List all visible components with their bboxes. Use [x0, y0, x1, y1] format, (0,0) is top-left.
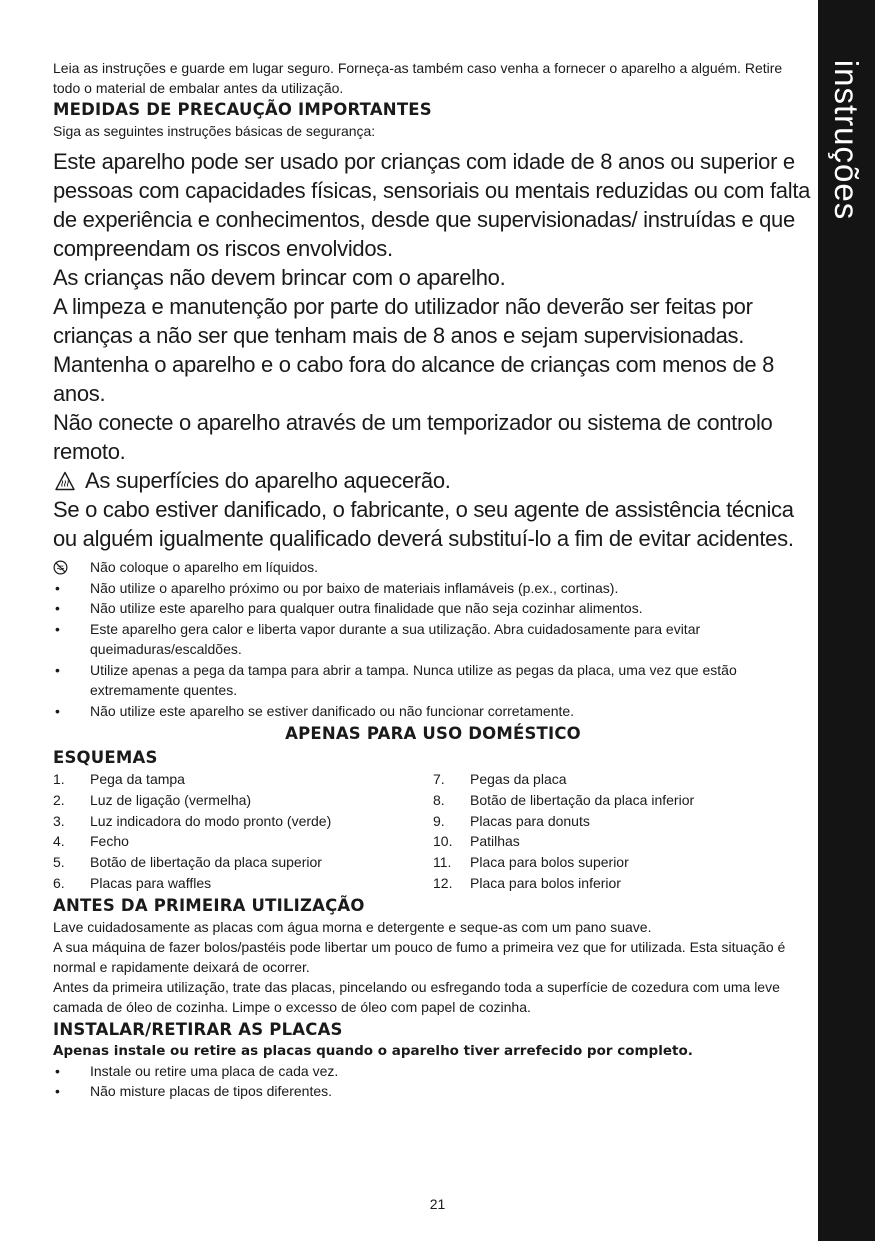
bullet-marker: •	[55, 661, 60, 678]
bullet-marker: •	[55, 620, 60, 637]
list-item	[53, 598, 813, 619]
item-label: Botão de libertação da placa inferior	[470, 791, 695, 808]
bullet-text: Não utilize este aparelho para qualquer outra finalidade que não seja cozinhar alimentos.	[90, 600, 643, 616]
list-item	[53, 1061, 813, 1082]
side-tab-label: instruções	[828, 59, 865, 221]
bullet-marker: •	[55, 579, 60, 596]
intro-paragraph: Leia as instruções e guarde em lugar seguro. Forneça-as também caso venha a fornecer o aparelho a alguém. Retire todo o material de embalar antes da utilização.	[53, 60, 783, 96]
safety-line: Não conecte o aparelho através de um temporizador ou sistema de controlo remoto.	[53, 410, 773, 464]
item-label: Fecho	[90, 833, 129, 850]
first-use-paragraph: Antes da primeira utilização, trate das placas, pincelando ou esfregando toda a superfície de cozedura com uma leve camada de óleo de cozinha. Limpe o excesso de óleo com papel de cozinha.	[53, 978, 780, 1015]
item-label: Pega da tampa	[90, 771, 185, 787]
diagram-legend-right	[433, 769, 813, 894]
list-item	[53, 701, 813, 722]
item-label: Pegas da placa	[470, 771, 567, 787]
safety-subtitle: Siga as seguintes instruções básicas de segurança:	[53, 123, 376, 139]
item-number: 9.	[433, 812, 445, 829]
hot-surface-warning-text: As superfícies do aparelho aquecerão.	[85, 468, 451, 493]
list-item	[433, 811, 813, 832]
plates-note: Apenas instale ou retire as placas quando o aparelho tiver arrefecido por completo.	[53, 1042, 693, 1059]
first-use-heading: ANTES DA PRIMEIRA UTILIZAÇÃO	[53, 895, 365, 915]
item-number: 4.	[53, 833, 65, 850]
list-item	[433, 831, 813, 852]
item-label: Placa para bolos inferior	[470, 874, 621, 891]
list-item	[53, 769, 433, 790]
safety-line: As crianças não devem brincar com o aparelho.	[53, 265, 506, 290]
item-number: 8.	[433, 791, 445, 808]
page-number: 21	[429, 1196, 446, 1212]
item-number: 7.	[433, 771, 445, 787]
page-content	[53, 58, 813, 1102]
item-label: Luz indicadora do modo pronto (verde)	[90, 812, 332, 829]
list-item	[433, 852, 813, 873]
bullet-text: Utilize apenas a pega da tampa para abrir a tampa. Nunca utilize as pegas da placa, uma vez que estão extremamente quentes.	[90, 661, 737, 698]
first-use-paragraph: Lave cuidadosamente as placas com água morna e detergente e seque-as com um pano suave.	[53, 918, 652, 935]
list-item	[433, 873, 813, 894]
list-item	[433, 790, 813, 811]
item-number: 10.	[433, 833, 453, 850]
safety-heading: MEDIDAS DE PRECAUÇÃO IMPORTANTES	[53, 100, 432, 119]
bullet-text: Não utilize o aparelho próximo ou por baixo de materiais inflamáveis (p.ex., cortinas).	[90, 579, 619, 596]
item-label: Botão de libertação da placa superior	[90, 854, 322, 871]
item-label: Patilhas	[470, 833, 520, 850]
bullet-marker: •	[55, 1062, 60, 1079]
list-item	[53, 578, 813, 599]
item-number: 3.	[53, 812, 65, 829]
item-label: Placas para waffles	[90, 874, 212, 891]
plates-bullet-list	[53, 1061, 813, 1102]
cable-warning: Se o cabo estiver danificado, o fabricante, o seu agente de assistência técnica ou alguém igualmente qualificado deverá substituí-lo a fim de evitar acidentes.	[53, 497, 794, 551]
safety-line: A limpeza e manutenção por parte do utilizador não deverão ser feitas por crianças a não ser que tenham mais de 8 anos e sejam supervisionadas.	[53, 294, 753, 348]
first-use-paragraph: A sua máquina de fazer bolos/pastéis pode libertar um pouco de fumo a primeira vez que for utilizada. Esta situação é normal e rapidamente deixará de ocorrer.	[53, 938, 786, 975]
diagram-legend	[53, 769, 813, 894]
list-item	[53, 852, 433, 873]
domestic-only-heading: APENAS PARA USO DOMÉSTICO	[285, 724, 581, 743]
list-item	[53, 660, 813, 701]
bullet-text: Não misture placas de tipos diferentes.	[90, 1083, 333, 1100]
safety-line: Este aparelho pode ser usado por crianças com idade de 8 anos ou superior e pessoas com capacidades físicas, sensoriais ou mentais reduzidas ou com falta de experiência e conhecimentos, desde que supervisionadas/ instruídas e que compreendam os riscos envolvidos.	[53, 149, 811, 261]
item-number: 12.	[433, 874, 453, 891]
safety-line: Mantenha o aparelho e o cabo fora do alcance de crianças com menos de 8 anos.	[53, 352, 775, 406]
list-item	[53, 557, 813, 578]
bullet-marker: •	[55, 702, 60, 719]
item-number: 11.	[433, 854, 452, 871]
item-number: 6.	[53, 874, 65, 891]
item-number: 2.	[53, 791, 65, 808]
item-label: Placa para bolos superior	[470, 854, 629, 871]
no-immersion-icon	[53, 560, 68, 575]
list-item	[433, 769, 813, 790]
bullet-text: Não coloque o aparelho em líquidos.	[90, 559, 319, 575]
hot-surface-warning	[53, 466, 813, 495]
item-label: Luz de ligação (vermelha)	[90, 791, 252, 808]
hot-surface-warning-icon	[55, 471, 75, 491]
bullet-marker: •	[55, 600, 60, 616]
diagrams-heading: ESQUEMAS	[53, 748, 158, 767]
item-number: 1.	[53, 771, 65, 787]
list-item	[53, 873, 433, 894]
plates-heading: INSTALAR/RETIRAR AS PLACAS	[53, 1019, 343, 1039]
list-item	[53, 831, 433, 852]
safety-large-text	[53, 147, 813, 553]
bullet-text: Não utilize este aparelho se estiver danificado ou não funcionar corretamente.	[90, 702, 575, 719]
item-number: 5.	[53, 854, 65, 871]
list-item	[53, 1081, 813, 1102]
safety-bullet-list	[53, 557, 813, 721]
list-item	[53, 811, 433, 832]
bullet-marker: •	[55, 1083, 60, 1100]
diagram-legend-left	[53, 769, 433, 894]
bullet-text: Instale ou retire uma placa de cada vez.	[90, 1062, 339, 1079]
bullet-text: Este aparelho gera calor e liberta vapor durante a sua utilização. Abra cuidadosamente para evitar queimaduras/escaldões.	[90, 620, 701, 657]
list-item	[53, 619, 813, 660]
item-label: Placas para donuts	[470, 812, 590, 829]
list-item	[53, 790, 433, 811]
